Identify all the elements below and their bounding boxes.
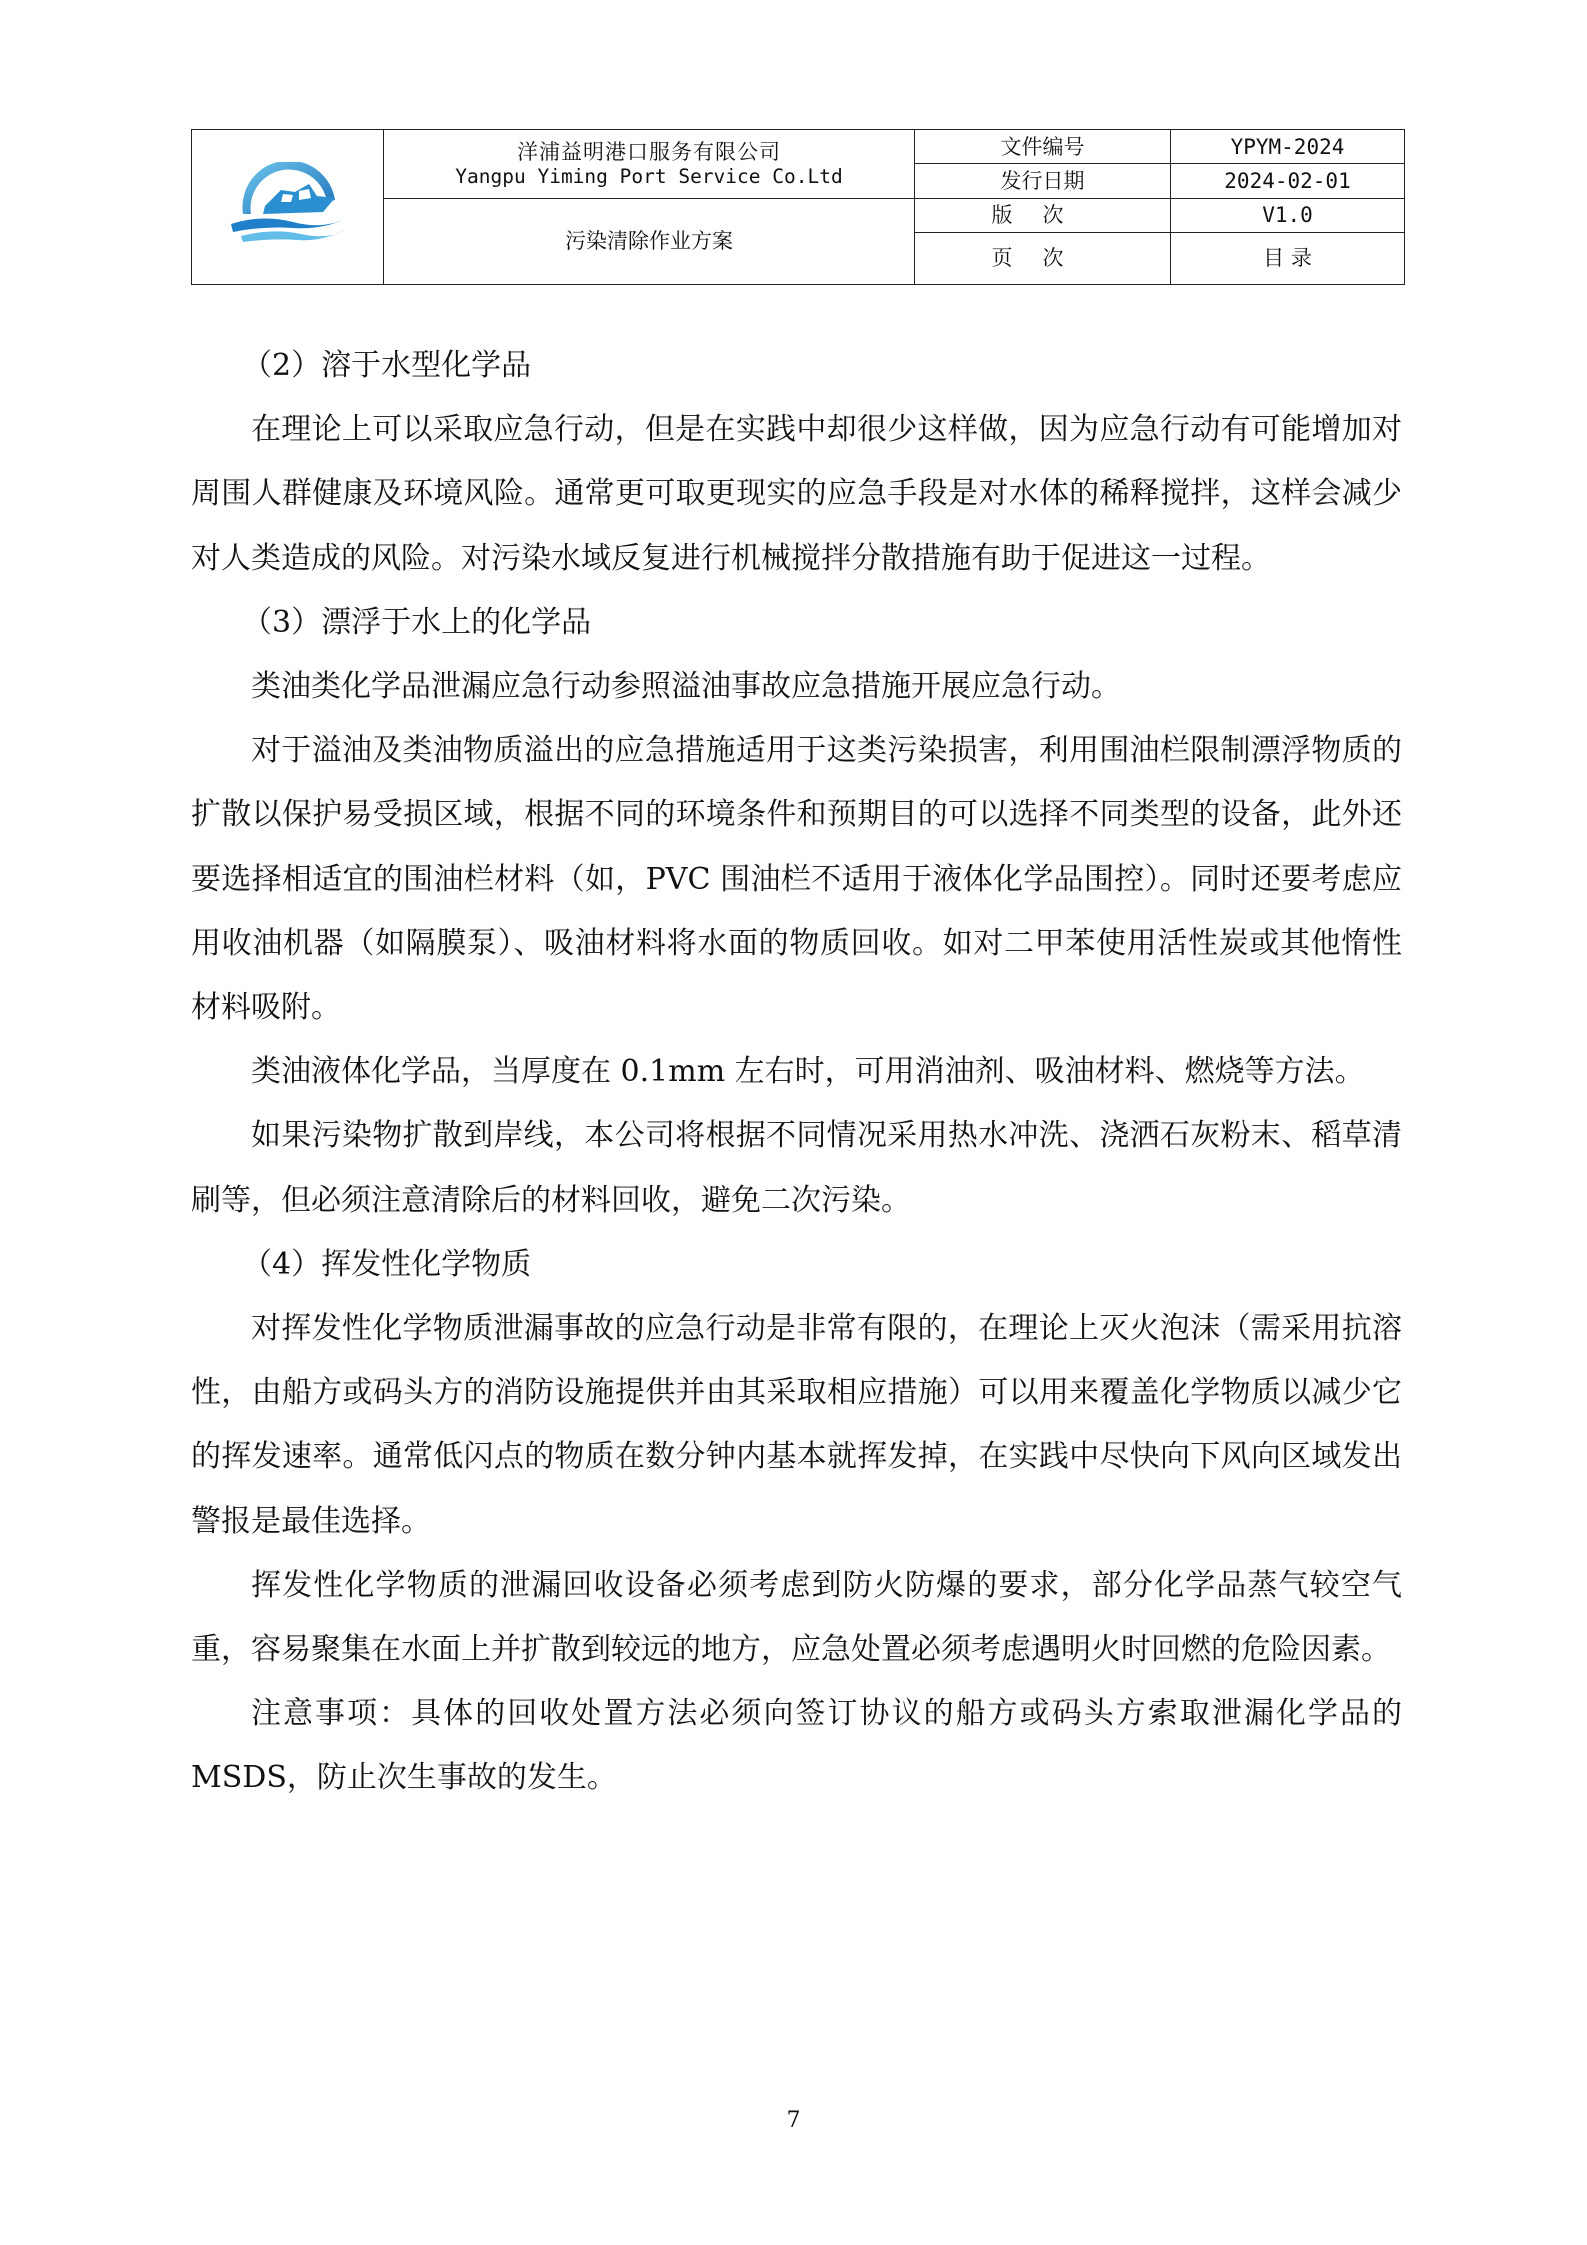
company-name-en: Yangpu Yiming Port Service Co.Ltd	[455, 164, 843, 188]
section-heading: （4）挥发性化学物质	[242, 1246, 532, 1282]
company-name-cn: 洋浦益明港口服务有限公司	[517, 139, 781, 164]
logo-cell	[192, 130, 384, 285]
paragraph: 挥发性化学物质的泄漏回收设备必须考虑到防火防爆的要求，部分化学品蒸气较空气重，容易聚集在水面上并扩散到较远的地方，应急处置必须考虑遇明火时回燃的危险因素。	[191, 1567, 1402, 1668]
version-value: V1.0	[1171, 198, 1405, 232]
paragraph: 类油液体化学品，当厚度在 0.1mm 左右时，可用消油剂、吸油材料、燃烧等方法。	[251, 1054, 1365, 1090]
document-header-table	[191, 129, 1405, 285]
doc-no-label: 文件编号	[915, 130, 1171, 164]
document-body	[191, 334, 1402, 1811]
paragraph: 类油类化学品泄漏应急行动参照溢油事故应急措施开展应急行动。	[251, 669, 1121, 705]
doc-no-value: YPYM-2024	[1171, 130, 1405, 164]
section-heading: （3）漂浮于水上的化学品	[242, 604, 592, 640]
paragraph: 对挥发性化学物质泄漏事故的应急行动是非常有限的，在理论上灭火泡沫（需采用抗溶性，由船方或码头方的消防设施提供并由其采取相应措施）可以用来覆盖化学物质以减少它的挥发速率。通常低闪点的物质在数分钟内基本就挥发掉，在实践中尽快向下风向区域发出警报是最佳选择。	[191, 1311, 1402, 1539]
issue-date-value: 2024-02-01	[1171, 164, 1405, 198]
section-heading: （2）溶于水型化学品	[242, 348, 532, 383]
paragraph: 注意事项：具体的回收处置方法必须向签订协议的船方或码头方索取泄漏化学品的MSDS，防止次生事故的发生。	[191, 1696, 1402, 1796]
version-label: 版次	[915, 198, 1171, 232]
page-number: 7	[786, 2108, 801, 2133]
page-label: 页次	[915, 233, 1171, 285]
ship-wave-logo-icon	[223, 162, 353, 252]
paragraph: 如果污染物扩散到岸线，本公司将根据不同情况采用热水冲洗、浇洒石灰粉末、稻草清刷等，但必须注意清除后的材料回收，避免二次污染。	[191, 1118, 1402, 1218]
paragraph: 在理论上可以采取应急行动，但是在实践中却很少这样做，因为应急行动有可能增加对周围人群健康及环境风险。通常更可取更现实的应急手段是对水体的稀释搅拌，这样会减少对人类造成的风险。对污染水域反复进行机械搅拌分散措施有助于促进这一过程。	[191, 412, 1402, 576]
page-value: 目 录	[1171, 233, 1405, 285]
issue-date-label: 发行日期	[915, 164, 1171, 198]
doc-title: 污染清除作业方案	[384, 198, 915, 284]
company-name-cell	[384, 130, 915, 199]
paragraph: 对于溢油及类油物质溢出的应急措施适用于这类污染损害，利用围油栏限制漂浮物质的扩散以保护易受损区域，根据不同的环境条件和预期目的可以选择不同类型的设备，此外还要选择相适宜的围油栏材料（如，PVC 围油栏不适用于液体化学品围控）。同时还要考虑应用收油机器（如隔膜泵）、吸油材料将水面的物质回收。如对二甲苯使用活性炭或其他惰性材料吸附。	[191, 733, 1402, 1026]
